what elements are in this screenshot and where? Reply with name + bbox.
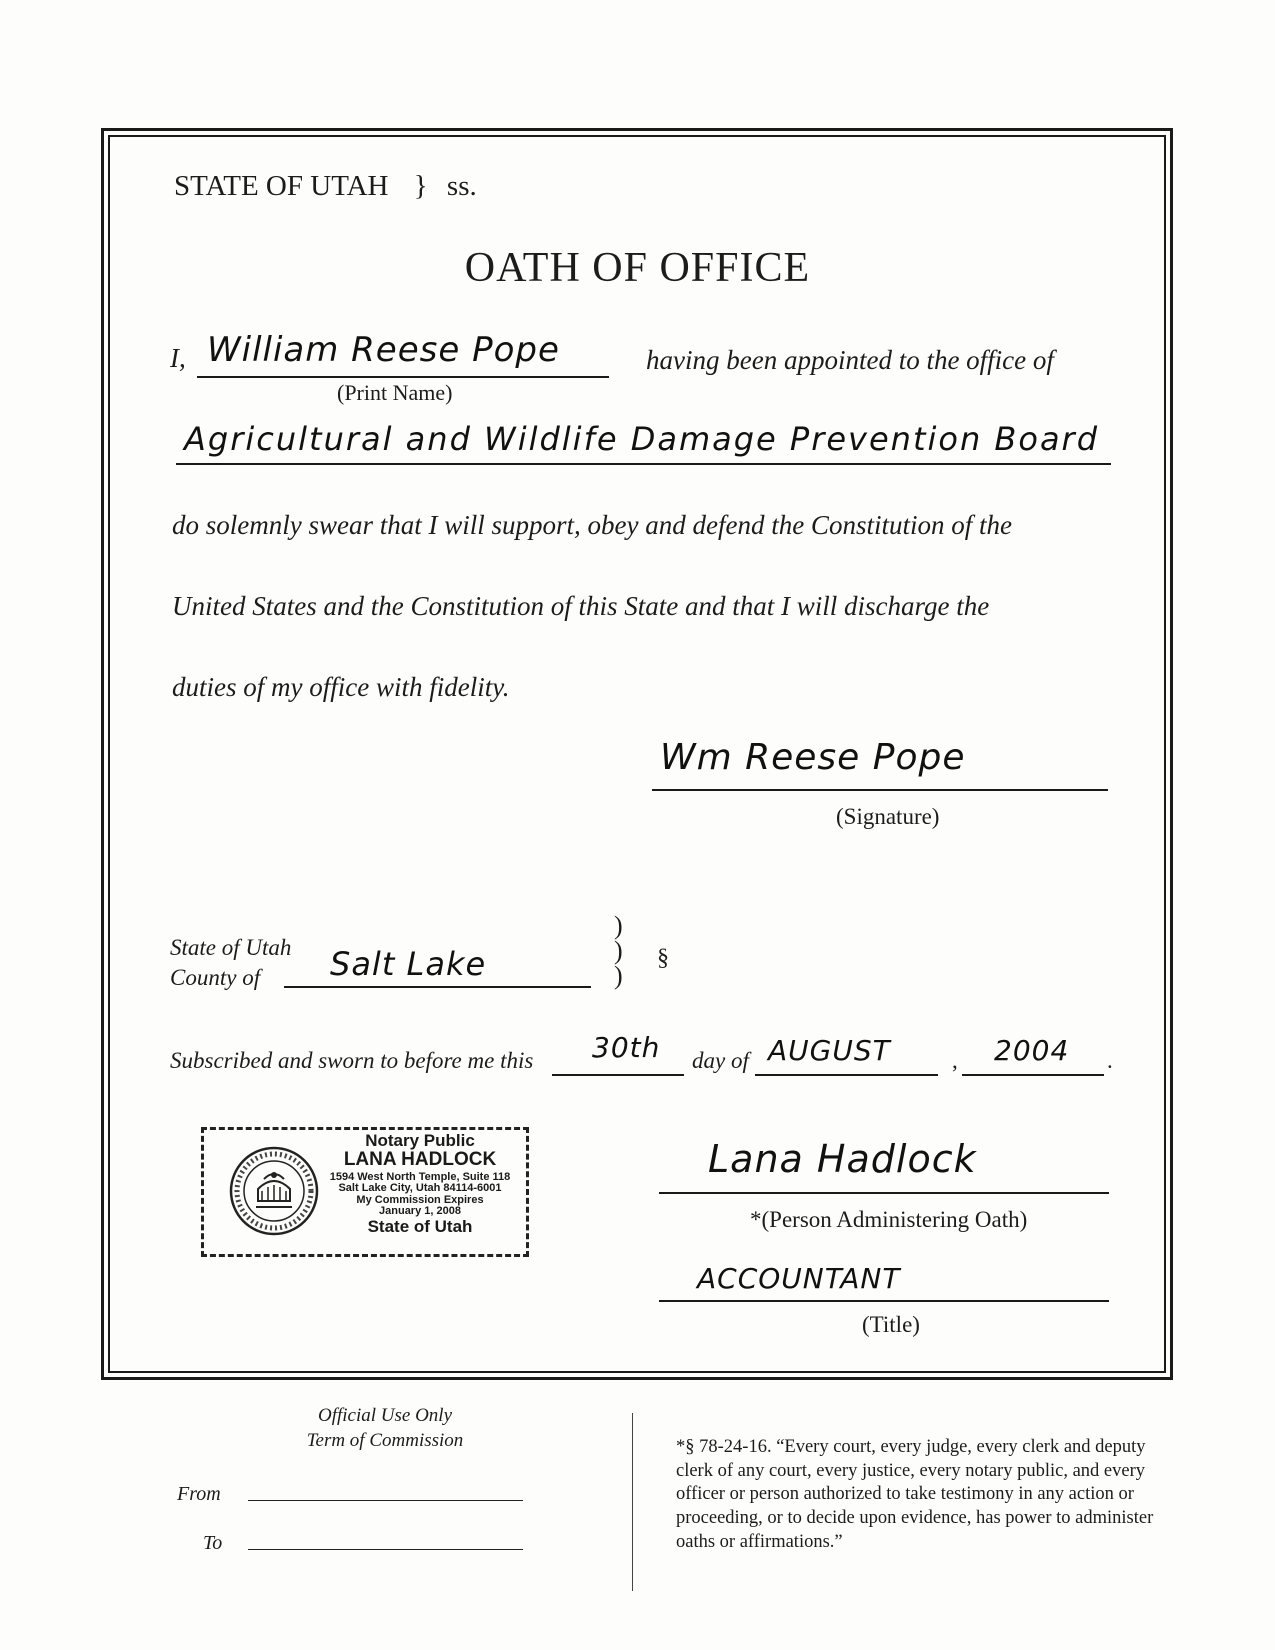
date-comma: , (952, 1048, 958, 1073)
notary-expires: January 1, 2008 (379, 1205, 461, 1218)
from-label: From (177, 1483, 221, 1505)
venue-text: STATE OF UTAH (174, 170, 389, 202)
day-handwritten: 30th (592, 1031, 661, 1064)
subscribed-text: Subscribed and sworn to before me this (170, 1048, 534, 1073)
from-line (248, 1480, 523, 1501)
signature-handwritten: Wm Reese Pope (660, 737, 966, 778)
notary-stamp-text (320, 1132, 520, 1236)
statute-footnote: *§ 78-24-16. “Every court, every judge, every clerk and deputy clerk of any court, every justice, every notary public, and every officer or person authorized to take testimony in any action or proceeding, or to decide upon evidence, has power to administer oaths or affirmations.” (676, 1437, 1154, 1552)
venue-brace: } (413, 170, 428, 202)
pronoun-i: I, (170, 343, 186, 373)
notary-commission: My Commission Expires (356, 1193, 484, 1206)
year-handwritten: 2004 (994, 1034, 1070, 1067)
date-period: . (1107, 1048, 1113, 1073)
notary-address-1: 1594 West North Temple, Suite 118 (329, 1170, 511, 1183)
oath-text-line-3: duties of my office with fidelity. (172, 672, 510, 702)
notary-title: Notary Public (365, 1131, 475, 1150)
oath-text-line-2: United States and the Constitution of this State and that I will discharge the (172, 591, 990, 621)
term-of-commission-label: Term of Commission (306, 1429, 464, 1451)
notary-state: State of Utah (367, 1216, 473, 1236)
jurat-paren-3: ) (614, 961, 623, 990)
official-use-block (260, 1404, 510, 1453)
signature-label: (Signature) (836, 804, 940, 829)
to-line (248, 1529, 523, 1550)
administrator-signature-handwritten: Lana Hadlock (708, 1137, 977, 1181)
venue-line (174, 170, 477, 203)
administrator-label: *(Person Administering Oath) (750, 1207, 1028, 1232)
venue-ss: ss. (446, 170, 477, 202)
county-handwritten: Salt Lake (330, 945, 487, 983)
month-handwritten: AUGUST (768, 1034, 891, 1067)
administrator-title-handwritten: ACCOUNTANT (697, 1262, 901, 1295)
footer-divider (632, 1413, 633, 1591)
jurat-paren-2: ) (614, 936, 623, 965)
notary-address-2: Salt Lake City, Utah 84114-6001 (338, 1182, 502, 1195)
appointed-text: having been appointed to the office of (646, 345, 1054, 375)
administrator-title-label: (Title) (862, 1312, 920, 1337)
jurat-state-label: State of Utah (170, 935, 292, 960)
office-handwritten: Agricultural and Wildlife Damage Prevention Board (184, 420, 1100, 458)
official-use-label: Official Use Only (317, 1405, 453, 1426)
to-label: To (203, 1532, 223, 1554)
jurat-paren-1: ) (614, 911, 623, 940)
document-title: OATH OF OFFICE (464, 245, 811, 291)
state-seal-icon (228, 1145, 320, 1237)
section-symbol: § (657, 945, 669, 971)
day-of-text: day of (692, 1048, 749, 1073)
notary-name: LANA HADLOCK (343, 1148, 497, 1170)
jurat-county-label: County of (170, 965, 261, 990)
print-name-label: (Print Name) (337, 380, 453, 405)
oath-text-line-1: do solemnly swear that I will support, obey and defend the Constitution of the (172, 510, 1012, 540)
print-name-handwritten: William Reese Pope (207, 330, 560, 370)
